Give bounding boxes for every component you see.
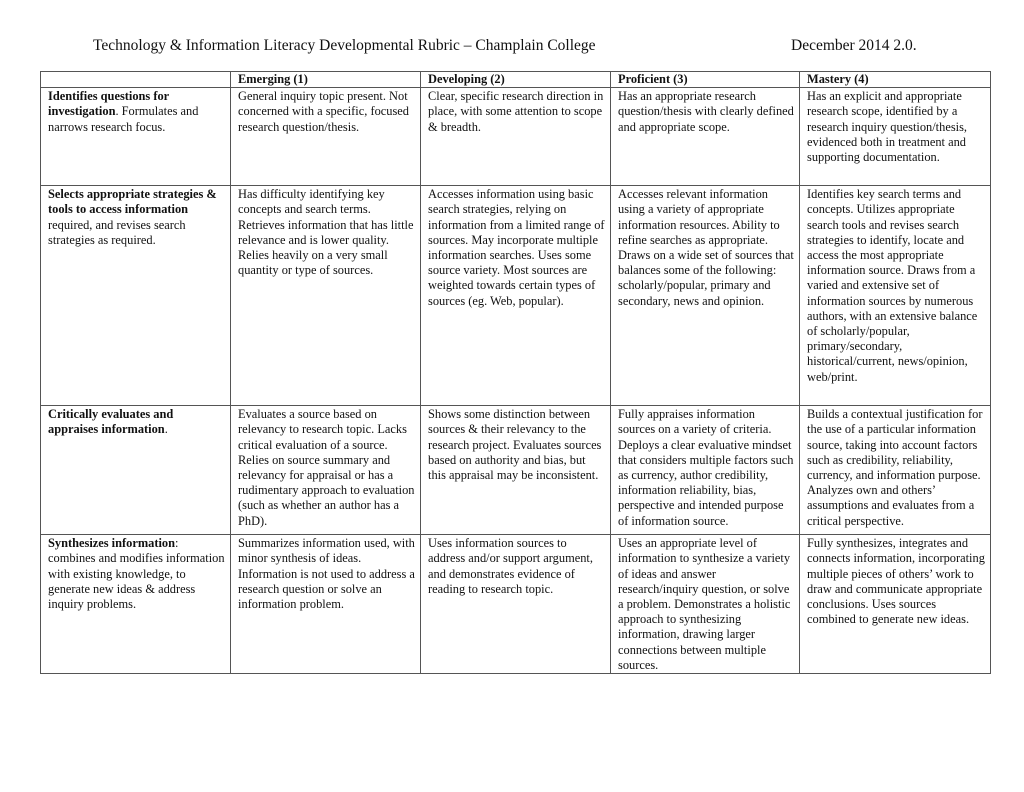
criterion-cell xyxy=(41,88,231,186)
proficient-cell: Has an appropriate research question/thesis with clearly defined and appropriate scope. xyxy=(611,88,800,186)
header-cell-developing: Developing (2) xyxy=(421,72,611,88)
document-header xyxy=(93,36,953,56)
header-cell-criterion xyxy=(41,72,231,88)
rubric-table xyxy=(40,71,991,674)
mastery-cell: Builds a contextual justification for the use of a particular information source, taking into account factors such as credibility, reliability, currency, and information purpose. Analyzes own and others’ assumptions and evaluates from a critical perspective. xyxy=(800,406,991,535)
criterion-description: : combines and modifies information with existing knowledge, to generate new ideas & address inquiry problems. xyxy=(48,536,225,612)
mastery-cell: Has an explicit and appropriate research scope, identified by a research inquiry question/thesis, evidenced both in treatment and supporting documentation. xyxy=(800,88,991,186)
header-cell-emerging: Emerging (1) xyxy=(231,72,421,88)
criterion-title: Synthesizes information xyxy=(48,536,176,551)
document-date: December 2014 2.0. xyxy=(791,37,917,54)
proficient-cell: Uses an appropriate level of information to synthesize a variety of ideas and answer research/inquiry question, or solve a problem. Demonstrates a holistic approach to synthesizing information, drawing larger connections between multiple sources. xyxy=(611,535,800,674)
header-cell-mastery: Mastery (4) xyxy=(800,72,991,88)
criterion-title: Identifies questions for investigation xyxy=(48,89,169,119)
criterion-cell xyxy=(41,535,231,674)
developing-cell: Accesses information using basic search strategies, relying on information from a limited range of sources. May incorporate multiple information searches. Uses some source variety. Most sources are weighted towards certain types of sources (eg. Web, popular). xyxy=(421,186,611,406)
criterion-cell xyxy=(41,186,231,406)
emerging-cell: Summarizes information used, with minor synthesis of ideas. Information is not used to address a research question or solve an information problem. xyxy=(231,535,421,674)
rubric-row-evaluates xyxy=(41,406,991,535)
developing-cell: Clear, specific research direction in place, with some attention to scope & breadth. xyxy=(421,88,611,186)
proficient-cell: Accesses relevant information using a variety of appropriate information resources. Ability to refine searches as appropriate. Draws on a wide set of sources that balances some of the following: scholarly/popular, primary and secondary, news and opinion. xyxy=(611,186,800,406)
mastery-cell: Identifies key search terms and concepts. Utilizes appropriate search tools and revises search strategies to identify, locate and access the most appropriate information source. Draws from a varied and extensive set of information sources by numerous authors, with an extensive balance of scholarly/popular, primary/secondary, historical/current, news/opinion, web/print. xyxy=(800,186,991,406)
emerging-cell: General inquiry topic present. Not concerned with a specific, focused research question/thesis. xyxy=(231,88,421,186)
rubric-header-row xyxy=(41,72,991,88)
document-title: Technology & Information Literacy Developmental Rubric – Champlain College xyxy=(93,37,596,54)
criterion-title: Selects appropriate strategies & tools to access information xyxy=(48,187,217,217)
criterion-title: Critically evaluates and appraises information xyxy=(48,407,174,437)
rubric-row-strategies xyxy=(41,186,991,406)
emerging-cell: Has difficulty identifying key concepts and search terms. Retrieves information that has little relevance and is lower quality. Relies heavily on a very small quantity or type of sources. xyxy=(231,186,421,406)
developing-cell: Shows some distinction between sources & their relevancy to the research project. Evaluates sources based on authority and bias, but this appraisal may be inconsistent. xyxy=(421,406,611,535)
mastery-cell: Fully synthesizes, integrates and connects information, incorporating multiple pieces of others’ work to draw and communicate appropriate conclusions. Uses sources combined to generate new ideas. xyxy=(800,535,991,674)
criterion-description: . Formulates and narrows research focus. xyxy=(48,104,199,134)
criterion-cell xyxy=(41,406,231,535)
developing-cell: Uses information sources to address and/or support argument, and demonstrates evidence of reading to research topic. xyxy=(421,535,611,674)
rubric-row-synthesizes xyxy=(41,535,991,674)
header-cell-proficient: Proficient (3) xyxy=(611,72,800,88)
criterion-description: . xyxy=(164,422,168,437)
emerging-cell: Evaluates a source based on relevancy to research topic. Lacks critical evaluation of a source. Relies on source summary and relevancy for appraisal or has a rudimentary approach to evaluation (such as whether an author has a PhD). xyxy=(231,406,421,535)
criterion-description: required, and revises search strategies as required. xyxy=(48,217,186,247)
rubric-row-questions xyxy=(41,88,991,186)
proficient-cell: Fully appraises information sources on a variety of criteria. Deploys a clear evaluative mindset that considers multiple factors such as currency, author credibility, information reliability, bias, perspective and intended purpose of information source. xyxy=(611,406,800,535)
